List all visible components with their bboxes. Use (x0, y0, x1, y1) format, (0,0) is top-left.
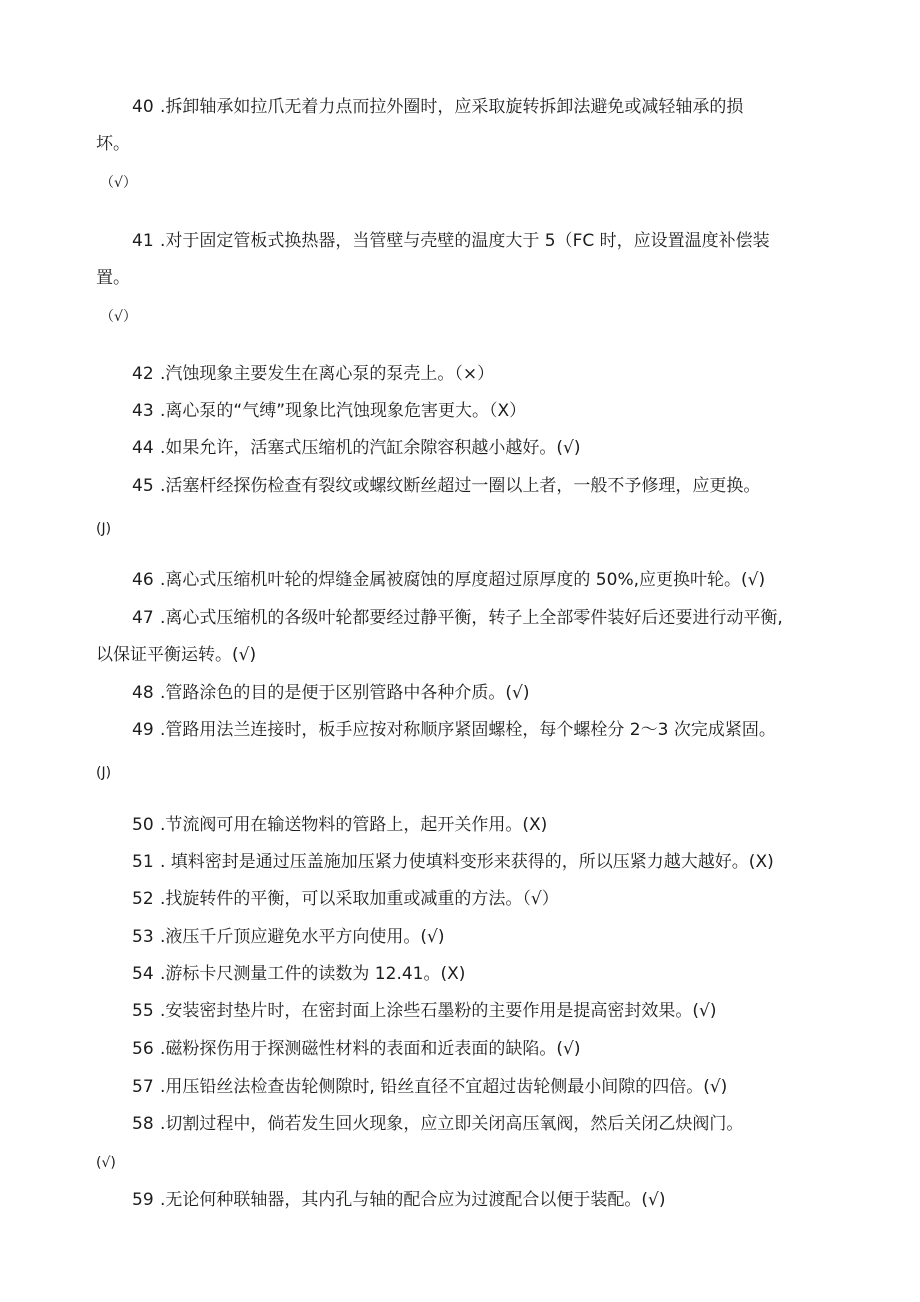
question-44 (132, 437, 581, 459)
question-text: .拆卸轴承如拉爪无着力点而拉外圈时，应采取旋转拆卸法避免或减轻轴承的损 (160, 97, 744, 117)
question-number: 50 (132, 815, 154, 835)
question-number: 51 (132, 852, 154, 872)
question-number: 47 (132, 608, 154, 628)
answer-mark: （√） (100, 175, 137, 191)
question-text: .汽蚀现象主要发生在离心泵的泵壳上。（×） (160, 364, 495, 384)
question-number: 46 (132, 570, 154, 590)
question-48 (132, 682, 530, 704)
question-continuation: 坏。 (96, 134, 130, 154)
question-number: 58 (132, 1114, 154, 1134)
question-number: 49 (132, 720, 154, 740)
question-number: 57 (132, 1077, 154, 1097)
answer-mark: (√) (96, 1155, 116, 1171)
question-58 (132, 1113, 743, 1135)
answer-mark: (J) (96, 521, 112, 537)
question-continuation: 置。 (96, 268, 130, 288)
question-text: .无论何种联轴器，其内孔与轴的配合应为过渡配合以便于装配。(√) (160, 1190, 666, 1210)
question-56 (132, 1038, 581, 1060)
question-text: . 填料密封是通过压盖施加压紧力使填料变形来获得的，所以压紧力越大越好。(X) (160, 852, 774, 872)
question-59 (132, 1189, 666, 1211)
question-number: 56 (132, 1039, 154, 1059)
question-text: .找旋转件的平衡，可以采取加重或减重的方法。（√） (160, 889, 559, 909)
question-54 (132, 963, 465, 985)
question-57 (132, 1076, 727, 1098)
question-text: .离心式压缩机的各级叶轮都要经过静平衡，转子上全部零件装好后还要进行动平衡, (160, 608, 783, 628)
question-52 (132, 888, 559, 910)
question-42 (132, 363, 494, 385)
question-text: .安装密封垫片时，在密封面上涂些石墨粉的主要作用是提高密封效果。(√) (160, 1001, 717, 1021)
question-text: .对于固定管板式换热器，当管壁与壳壁的温度大于 5（FC 时，应设置温度补偿装 (160, 231, 770, 251)
question-text: .离心泵的“气缚”现象比汽蚀现象危害更大。（X） (160, 401, 527, 421)
question-51 (132, 851, 774, 873)
question-text: .活塞杆经探伤检查有裂纹或螺纹断丝超过一圈以上者，一般不予修理，应更换。 (160, 476, 761, 496)
question-55 (132, 1000, 717, 1022)
question-number: 54 (132, 964, 154, 984)
question-text: .用压铅丝法检查齿轮侧隙时, 铅丝直径不宜超过齿轮侧最小间隙的四倍。(√) (160, 1077, 728, 1097)
question-47 (132, 607, 783, 629)
question-41 (132, 230, 770, 252)
question-50 (132, 814, 547, 836)
question-number: 45 (132, 476, 154, 496)
question-continuation: 以保证平衡运转。(√) (96, 645, 257, 665)
question-text: .管路涂色的目的是便于区别管路中各种介质。(√) (160, 683, 530, 703)
question-46 (132, 569, 765, 591)
question-number: 43 (132, 401, 154, 421)
question-text: .磁粉探伤用于探测磁性材料的表面和近表面的缺陷。(√) (160, 1039, 581, 1059)
question-40 (132, 96, 743, 118)
answer-mark: (J) (96, 765, 112, 781)
question-49 (132, 719, 776, 741)
question-text: .游标卡尺测量工件的读数为 12.41。(X) (160, 964, 466, 984)
question-number: 59 (132, 1190, 154, 1210)
question-text: .切割过程中，倘若发生回火现象，应立即关闭高压氧阀，然后关闭乙炔阀门。 (160, 1114, 744, 1134)
question-number: 41 (132, 231, 154, 251)
question-number: 55 (132, 1001, 154, 1021)
question-text: .节流阀可用在输送物料的管路上，起开关作用。(X) (160, 815, 548, 835)
question-number: 48 (132, 683, 154, 703)
question-53 (132, 926, 445, 948)
question-number: 40 (132, 97, 154, 117)
question-45 (132, 475, 760, 497)
question-number: 44 (132, 438, 154, 458)
answer-mark: （√） (100, 309, 137, 325)
question-text: .离心式压缩机叶轮的焊缝金属被腐蚀的厚度超过原厚度的 50%,应更换叶轮。(√) (160, 570, 766, 590)
question-number: 52 (132, 889, 154, 909)
question-43 (132, 400, 526, 422)
question-text: .液压千斤顶应避免水平方向使用。(√) (160, 927, 445, 947)
question-text: .如果允许，活塞式压缩机的汽缸余隙容积越小越好。(√) (160, 438, 581, 458)
question-text: .管路用法兰连接时，板手应按对称顺序紧固螺栓，每个螺栓分 2～3 次完成紧固。 (160, 720, 776, 740)
question-number: 42 (132, 364, 154, 384)
question-number: 53 (132, 927, 154, 947)
